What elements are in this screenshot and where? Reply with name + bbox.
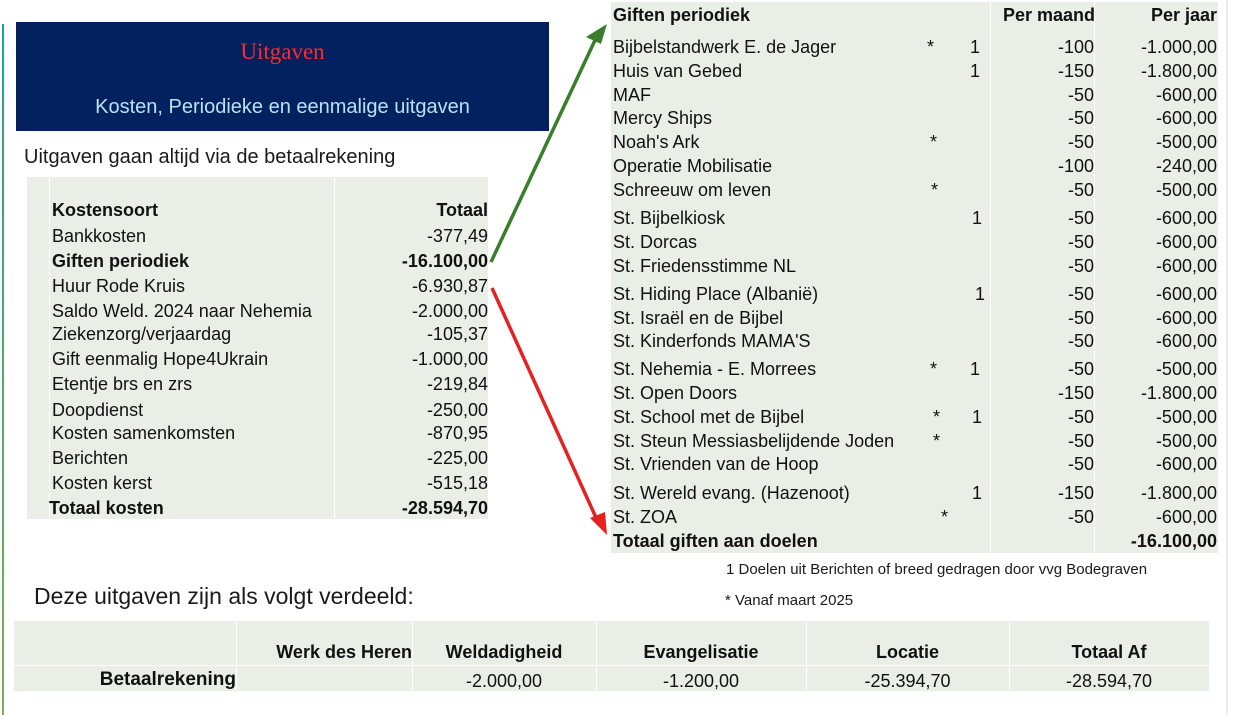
- gift-name: St. Dorcas: [613, 232, 698, 252]
- cost-label: Kosten kerst: [52, 473, 153, 493]
- gift-one: 1: [975, 284, 986, 304]
- dist-row-label: Betaalrekening: [99, 669, 236, 690]
- gift-one: 1: [970, 359, 981, 379]
- cost-value: -105,37: [426, 324, 488, 344]
- gift-name: St. Nehemia - E. Morrees: [613, 359, 817, 379]
- gift-name: St. Open Doors: [613, 383, 738, 403]
- gift-star: *: [930, 359, 938, 379]
- gift-name: St. Kinderfonds MAMA'S: [613, 331, 811, 351]
- cost-value: -250,00: [426, 400, 488, 420]
- cost-label: Doopdienst: [52, 400, 144, 420]
- gift-year: -600,00: [1155, 284, 1217, 304]
- gift-one: 1: [970, 61, 981, 81]
- gift-month: -150: [1057, 61, 1094, 81]
- gift-one: 1: [972, 208, 983, 228]
- page-title: Uitgaven: [240, 39, 325, 64]
- gift-year: -600,00: [1155, 232, 1217, 252]
- cost-total-value: -28.594,70: [401, 498, 488, 518]
- gift-name: Noah's Ark: [613, 132, 700, 152]
- gift-year: -600,00: [1155, 256, 1217, 276]
- gifts-header-month: Per maand: [1002, 5, 1095, 25]
- gift-name: St. Hiding Place (Albanië): [613, 284, 819, 304]
- gift-year: -1.800,00: [1140, 383, 1217, 403]
- cost-label: Giften periodiek: [52, 251, 190, 271]
- cost-total-label: Totaal kosten: [49, 498, 164, 518]
- gift-year: -600,00: [1155, 454, 1217, 474]
- dist-header-werk: Werk des Heren: [276, 642, 412, 662]
- cost-value: -219,84: [426, 374, 488, 394]
- footnote-star: * Vanaf maart 2025: [725, 592, 854, 609]
- gift-year: -500,00: [1155, 359, 1217, 379]
- cost-value: -6.930,87: [411, 276, 488, 296]
- dist-header-totaal: Totaal Af: [1071, 642, 1147, 662]
- gift-name: St. School met de Bijbel: [613, 407, 805, 427]
- cost-value: -870,95: [426, 423, 488, 443]
- dist-value-locatie: -25.394,70: [864, 671, 951, 691]
- gift-star: *: [933, 431, 941, 451]
- gift-year: -1.800,00: [1140, 483, 1217, 503]
- gift-name: St. Bijbelkiosk: [613, 208, 726, 228]
- cost-header-total: Totaal: [436, 200, 488, 220]
- gift-name: St. Israël en de Bijbel: [613, 308, 784, 328]
- cost-value: -2.000,00: [411, 301, 488, 321]
- gift-star: *: [930, 132, 938, 152]
- gift-name: St. Steun Messiasbelijdende Joden: [613, 431, 895, 451]
- gift-month: -50: [1067, 407, 1094, 427]
- gifts-total-value: -16.100,00: [1130, 531, 1217, 551]
- gift-year: -240,00: [1155, 156, 1217, 176]
- gift-star: *: [933, 407, 941, 427]
- dist-header-locatie: Locatie: [875, 642, 940, 662]
- dist-header-weldadigheid: Weldadigheid: [445, 642, 563, 662]
- gift-star: *: [941, 507, 949, 527]
- gift-year: -600,00: [1155, 507, 1217, 527]
- cost-label: Etentje brs en zrs: [52, 374, 193, 394]
- gift-year: -500,00: [1155, 431, 1217, 451]
- dist-value-totaal: -28.594,70: [1065, 671, 1153, 691]
- cost-value: -225,00: [426, 448, 488, 468]
- gift-star: *: [931, 180, 939, 200]
- gift-name: MAF: [613, 85, 651, 105]
- gift-one: 1: [972, 407, 983, 427]
- gift-name: St. Friedensstimme NL: [613, 256, 797, 276]
- cost-label: Berichten: [52, 448, 129, 468]
- gift-month: -50: [1067, 284, 1094, 304]
- gift-month: -50: [1067, 431, 1094, 451]
- gift-month: -50: [1067, 359, 1094, 379]
- gift-name: Bijbelstandwerk E. de Jager: [613, 37, 837, 57]
- gift-name: St. Vrienden van de Hoop: [613, 454, 819, 474]
- gift-year: -600,00: [1155, 308, 1217, 328]
- gift-year: -600,00: [1155, 208, 1217, 228]
- green-arrow-line: [491, 36, 597, 262]
- distribution-title: Deze uitgaven zijn als volgt verdeeld:: [34, 583, 414, 609]
- cost-value: -16.100,00: [401, 251, 488, 271]
- gift-one: 1: [970, 37, 981, 57]
- gift-name: Huis van Gebed: [613, 61, 743, 81]
- dist-value-weldadigheid: -2.000,00: [465, 671, 543, 691]
- gift-month: -100: [1057, 156, 1094, 176]
- gift-name: Schreeuw om leven: [613, 180, 772, 200]
- gift-month: -50: [1067, 256, 1094, 276]
- red-arrow-line: [492, 288, 598, 522]
- cost-label: Saldo Weld. 2024 naar Nehemia: [52, 301, 312, 321]
- gift-name: St. ZOA: [613, 507, 678, 527]
- gift-month: -150: [1057, 383, 1094, 403]
- gift-month: -50: [1067, 132, 1094, 152]
- gift-year: -1.800,00: [1140, 61, 1217, 81]
- dist-header-evangelisatie: Evangelisatie: [643, 642, 759, 662]
- gift-month: -50: [1067, 180, 1094, 200]
- gift-one: 1: [972, 483, 983, 503]
- cost-label: Kosten samenkomsten: [52, 423, 236, 443]
- gift-star: *: [927, 37, 935, 57]
- cost-label: Ziekenzorg/verjaardag: [52, 324, 232, 344]
- cost-value: -515,18: [426, 473, 488, 493]
- gift-year: -600,00: [1155, 331, 1217, 351]
- gifts-total-label: Totaal giften aan doelen: [613, 531, 818, 551]
- gift-year: -1.000,00: [1140, 37, 1217, 57]
- cost-label: Bankkosten: [52, 226, 147, 246]
- gift-month: -150: [1057, 483, 1094, 503]
- gift-name: St. Wereld evang. (Hazenoot): [613, 483, 850, 503]
- gift-month: -50: [1067, 232, 1094, 252]
- gift-month: -50: [1067, 507, 1094, 527]
- cost-value: -1.000,00: [411, 349, 488, 369]
- payment-note: Uitgaven gaan altijd via de betaalrekening: [24, 146, 396, 168]
- red-arrow-head: [590, 512, 607, 535]
- dist-value-evangelisatie: -1.200,00: [662, 671, 740, 691]
- gift-year: -600,00: [1155, 108, 1217, 128]
- cost-header-label: Kostensoort: [52, 200, 159, 220]
- cost-value: -377,49: [426, 226, 488, 246]
- page-subtitle: Kosten, Periodieke en eenmalige uitgaven: [95, 96, 470, 118]
- gift-month: -50: [1067, 108, 1094, 128]
- green-arrow-head: [586, 24, 607, 44]
- gift-year: -500,00: [1155, 132, 1217, 152]
- gift-year: -600,00: [1155, 85, 1217, 105]
- gift-month: -50: [1067, 308, 1094, 328]
- gifts-header-year: Per jaar: [1150, 5, 1217, 25]
- footnote-one: 1 Doelen uit Berichten of breed gedragen door vvg Bodegraven: [726, 561, 1148, 578]
- gift-month: -50: [1067, 85, 1094, 105]
- cost-label: Gift eenmalig Hope4Ukrain: [52, 349, 269, 369]
- gift-month: -100: [1057, 37, 1094, 57]
- gift-month: -50: [1067, 331, 1094, 351]
- cost-label: Huur Rode Kruis: [52, 276, 186, 296]
- gift-name: Mercy Ships: [613, 108, 713, 128]
- gift-month: -50: [1067, 208, 1094, 228]
- gift-year: -500,00: [1155, 407, 1217, 427]
- gift-month: -50: [1067, 454, 1094, 474]
- gift-name: Operatie Mobilisatie: [613, 156, 773, 176]
- gifts-header-label: Giften periodiek: [613, 5, 751, 25]
- gift-year: -500,00: [1155, 180, 1217, 200]
